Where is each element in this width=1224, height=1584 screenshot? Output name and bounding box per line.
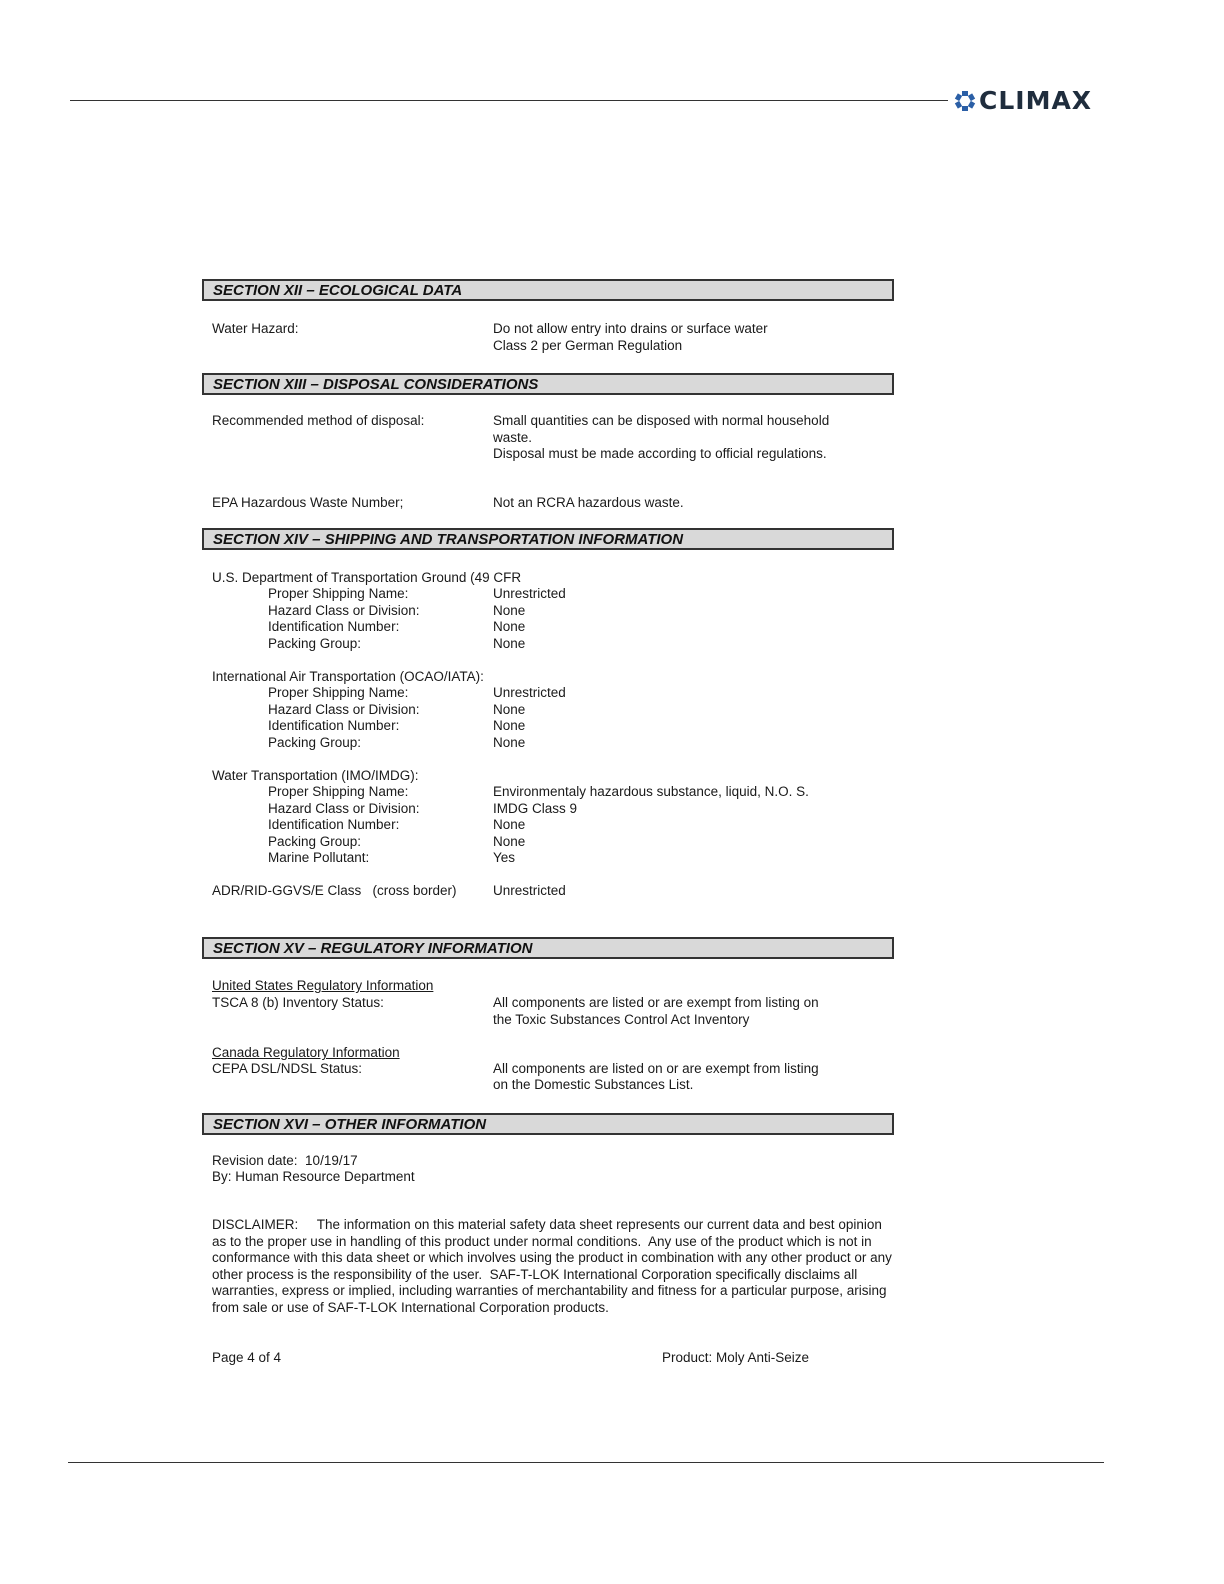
revision-by: By: Human Resource Department xyxy=(212,1169,415,1184)
adr-value: Unrestricted xyxy=(493,883,566,898)
disposal-method-value-1: Small quantities can be disposed with normal household xyxy=(493,413,830,428)
water-hazard-value-2: Class 2 per German Regulation xyxy=(493,338,683,353)
dot-packing-label: Packing Group: xyxy=(268,636,362,651)
dot-id-label: Identification Number: xyxy=(268,619,400,634)
footer-rule xyxy=(68,1462,1104,1463)
air-hazard-value: None xyxy=(493,702,526,717)
air-hazard-label: Hazard Class or Division: xyxy=(268,702,420,717)
air-shipping-name-label: Proper Shipping Name: xyxy=(268,685,409,700)
section-xvi-header: SECTION XVI – OTHER INFORMATION xyxy=(202,1113,894,1135)
dot-id-value: None xyxy=(493,619,526,634)
air-packing-value: None xyxy=(493,735,526,750)
air-id-label: Identification Number: xyxy=(268,718,400,733)
canada-regulatory-heading: Canada Regulatory Information xyxy=(212,1045,400,1060)
epa-value: Not an RCRA hazardous waste. xyxy=(493,495,684,510)
disposal-method-label: Recommended method of disposal: xyxy=(212,413,425,428)
cepa-label: CEPA DSL/NDSL Status: xyxy=(212,1061,363,1076)
dot-packing-value: None xyxy=(493,636,526,651)
dot-hazard-label: Hazard Class or Division: xyxy=(268,603,420,618)
air-packing-label: Packing Group: xyxy=(268,735,362,750)
disposal-method-value-3: Disposal must be made according to official regulations. xyxy=(493,446,827,461)
water-id-label: Identification Number: xyxy=(268,817,400,832)
dot-shipping-name-label: Proper Shipping Name: xyxy=(268,586,409,601)
page-number: Page 4 of 4 xyxy=(212,1350,282,1365)
water-hazard-label: Water Hazard: xyxy=(212,321,299,336)
section-xv-header: SECTION XV – REGULATORY INFORMATION xyxy=(202,937,894,959)
water-hazard-label: Hazard Class or Division: xyxy=(268,801,420,816)
tsca-label: TSCA 8 (b) Inventory Status: xyxy=(212,995,384,1010)
tsca-value-2: the Toxic Substances Control Act Inventory xyxy=(493,1012,750,1027)
dot-heading: U.S. Department of Transportation Ground (49 CFR xyxy=(212,570,522,585)
revision-date: Revision date: 10/19/17 xyxy=(212,1153,358,1168)
logo-text: CLIMAX xyxy=(979,86,1093,115)
marine-pollutant-label: Marine Pollutant: xyxy=(268,850,370,865)
cepa-value-2: on the Domestic Substances List. xyxy=(493,1077,694,1092)
water-shipping-name-value: Environmentaly hazardous substance, liquid, N.O. S. xyxy=(493,784,809,799)
tsca-value-1: All components are listed or are exempt from listing on xyxy=(493,995,819,1010)
air-id-value: None xyxy=(493,718,526,733)
water-shipping-name-label: Proper Shipping Name: xyxy=(268,784,409,799)
water-hazard-value-1: Do not allow entry into drains or surface water xyxy=(493,321,768,336)
product-name: Product: Moly Anti-Seize xyxy=(662,1350,810,1365)
water-packing-value: None xyxy=(493,834,526,849)
dot-hazard-value: None xyxy=(493,603,526,618)
water-heading: Water Transportation (IMO/IMDG): xyxy=(212,768,419,783)
disposal-method-value-2: waste. xyxy=(493,430,533,445)
adr-label: ADR/RID-GGVS/E Class (cross border) xyxy=(212,883,457,898)
section-xiv-header: SECTION XIV – SHIPPING AND TRANSPORTATION INFORMATION xyxy=(202,528,894,550)
epa-label: EPA Hazardous Waste Number; xyxy=(212,495,404,510)
header-rule xyxy=(70,100,948,101)
us-regulatory-heading: United States Regulatory Information xyxy=(212,978,434,993)
climax-logo xyxy=(954,86,1092,116)
section-xiii-header: SECTION XIII – DISPOSAL CONSIDERATIONS xyxy=(202,373,894,395)
disclaimer: DISCLAIMER: The information on this material safety data sheet represents our current data and best opinion as to the proper use in handling of this product under normal conditions. Any use of the product which is not in conformance with this data sheet or which involves using the product in combination with any other product or any other process is the responsibility of the user. SAF-T-LOK International Corporation specifically disclaims all warranties, express or implied, including warranties of merchantability and fitness for a particular purpose, arising from sale or use of SAF-T-LOK International Corporation products. xyxy=(212,1217,896,1315)
air-shipping-name-value: Unrestricted xyxy=(493,685,566,700)
water-hazard-class-value: IMDG Class 9 xyxy=(493,801,578,816)
cepa-value-1: All components are listed on or are exempt from listing xyxy=(493,1061,819,1076)
climax-logo-icon xyxy=(954,90,976,112)
section-xii-header: SECTION XII – ECOLOGICAL DATA xyxy=(202,279,894,301)
marine-pollutant-value: Yes xyxy=(493,850,516,865)
water-id-value: None xyxy=(493,817,526,832)
dot-shipping-name-value: Unrestricted xyxy=(493,586,566,601)
water-packing-label: Packing Group: xyxy=(268,834,362,849)
air-heading: International Air Transportation (OCAO/IATA): xyxy=(212,669,484,684)
